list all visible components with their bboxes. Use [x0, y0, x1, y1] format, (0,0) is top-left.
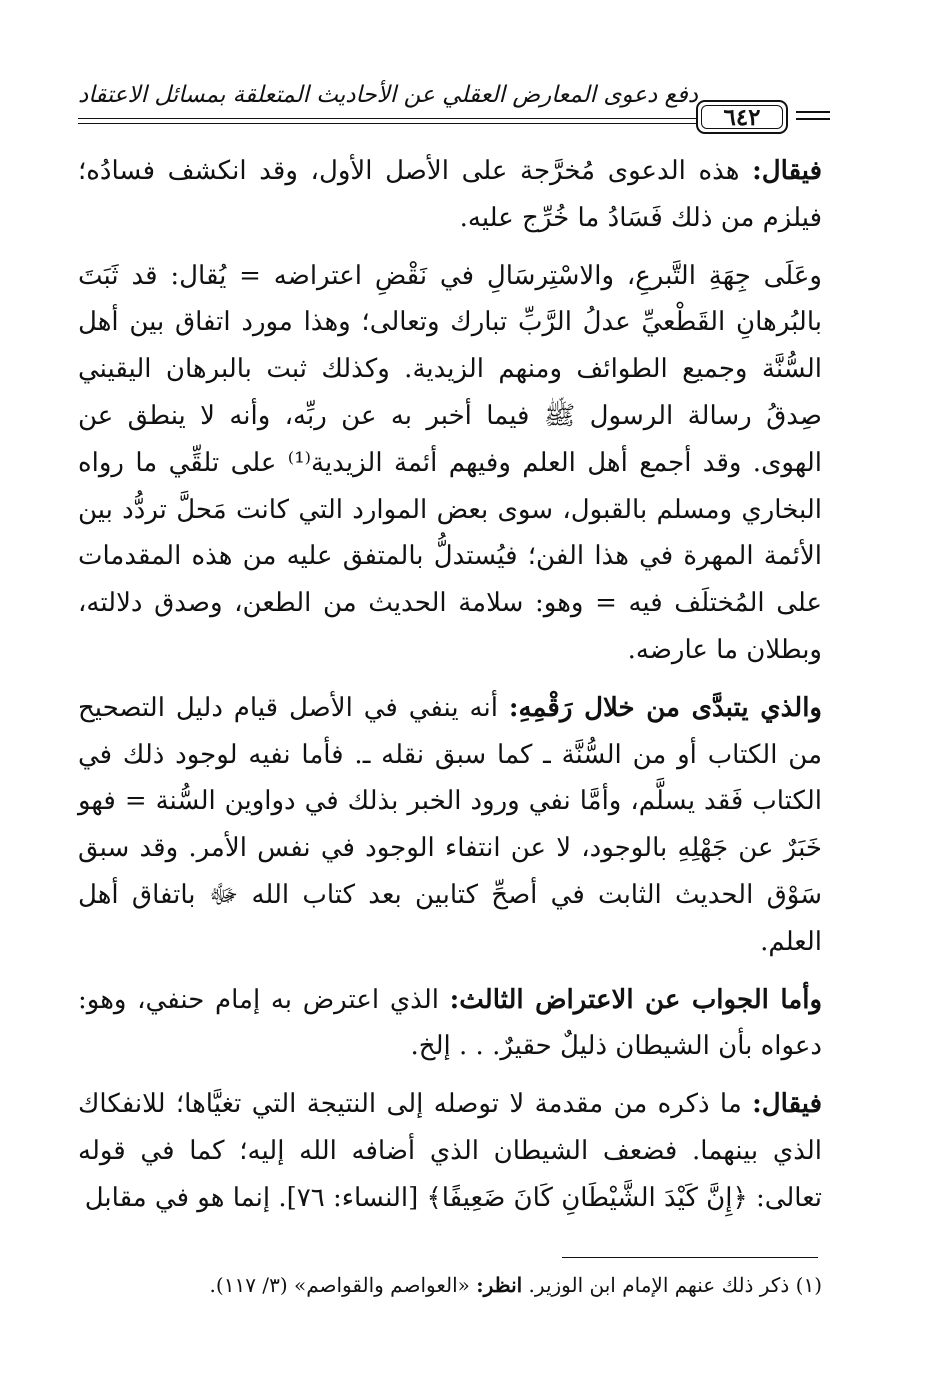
footnote-number: (١): [795, 1273, 822, 1297]
header-rule-bottom: [78, 123, 698, 124]
header-dash-bottom: [796, 118, 830, 120]
footnote-ref-text: «العواصم والقواصم» (٣/ ١١٧).: [209, 1273, 477, 1297]
paragraph-4-text: الذي اعترض به إمام حنفي، وهو: دعواه بأن الشيطان ذليلٌ حقيرٌ. . . إلخ.: [78, 984, 822, 1062]
main-text: [78, 148, 822, 1222]
paragraph-4: [78, 977, 822, 1071]
paragraph-5: [78, 1081, 822, 1221]
paragraph-1-lead: فيقال:: [752, 156, 822, 186]
footnote-separator: [562, 1257, 818, 1258]
header-rule-top: [78, 118, 698, 119]
page-number-box: [696, 100, 788, 134]
running-header: [78, 80, 830, 136]
footnote-ref-label: انظر:: [476, 1273, 523, 1297]
header-title: دفع دعوى المعارض العقلي عن الأحاديث المتعلقة بمسائل الاعتقاد: [77, 82, 698, 108]
paragraph-5-text: ما ذكره من مقدمة لا توصله إلى النتيجة التي تغيَّاها؛ للانفكاك الذي بينهما. فضعف الشيطان الذي أضافه الله إليه؛ كما في قوله تعالى: ﴿إِنَّ كَيْدَ الشَّيْطَانِ كَانَ ضَعِيفًا﴾ [النساء: ٧٦]. إنما هو في مقابل: [78, 1089, 823, 1213]
paragraph-4-lead: وأما الجواب عن الاعتراض الثالث:: [449, 984, 823, 1015]
page-number: ٦٤٢: [723, 103, 761, 131]
paragraph-1-text: هذه الدعوى مُخرَّجة على الأصل الأول، وقد انكشف فسادُه؛ فيلزم من ذلك فَسَادُ ما خُرِّج عليه.: [78, 156, 822, 233]
header-dash-top: [796, 111, 830, 113]
paragraph-1: [78, 148, 822, 242]
paragraph-3-text: أنه ينفي في الأصل قيام دليل التصحيح من الكتاب أو من السُّنَّة ـ كما سبق نقله ـ. فأما نفيه لوجود ذلك في الكتاب فَقد يسلَّم، وأمَّا نفي ورود الخبر بذلك في دواوين السُّنة = فهو خَبَرٌ عن جَهْلِهِ بالوجود، لا عن انتفاء الوجود في نفس الأمر. وقد سبق سَوْق الحديث الثابت في أصحِّ كتابين بعد كتاب الله ﷻ باتفاق أهل العلم.: [78, 692, 822, 957]
paragraph-3: [78, 685, 822, 966]
paragraph-2: [78, 253, 822, 674]
footnote: [78, 1270, 822, 1300]
footnote-text: ذكر ذلك عنهم الإمام ابن الوزير.: [522, 1273, 796, 1297]
paragraph-2-text: وعَلَى جِهَةِ التَّبرعِ، والاسْتِرسَالِ في نَقْضِ اعتراضه = يُقال: قد ثَبَتَ بالبُرهانِ القَطْعيِّ عدلُ الرَّبِّ تبارك وتعالى؛ وهذا مورد اتفاق بين أهل السُّنَّة وجميع الطوائف ومنهم الزيدية. وكذلك ثبت بالبرهان اليقيني صِدقُ رسالة الرسول ﷺ فيما أخبر به عن ربِّه، وأنه لا ينطق عن الهوى. وقد أجمع أهل العلم وفيهم أئمة الزيدية⁽¹⁾ على تلقِّي ما رواه البخاري ومسلم بالقبول، سوى بعض الموارد التي كانت مَحلَّ تردُّد بين الأئمة المهرة في هذا الفن؛ فيُستدلُّ بالمتفق عليه من هذه المقدمات على المُختلَف فيه = وهو: سلامة الحديث من الطعن، وصدق دلالته، وبطلان ما عارضه.: [78, 260, 822, 665]
paragraph-5-lead: فيقال:: [752, 1089, 822, 1120]
paragraph-3-lead: والذي يتبدَّى من خلال رَقْمِهِ:: [508, 692, 822, 723]
